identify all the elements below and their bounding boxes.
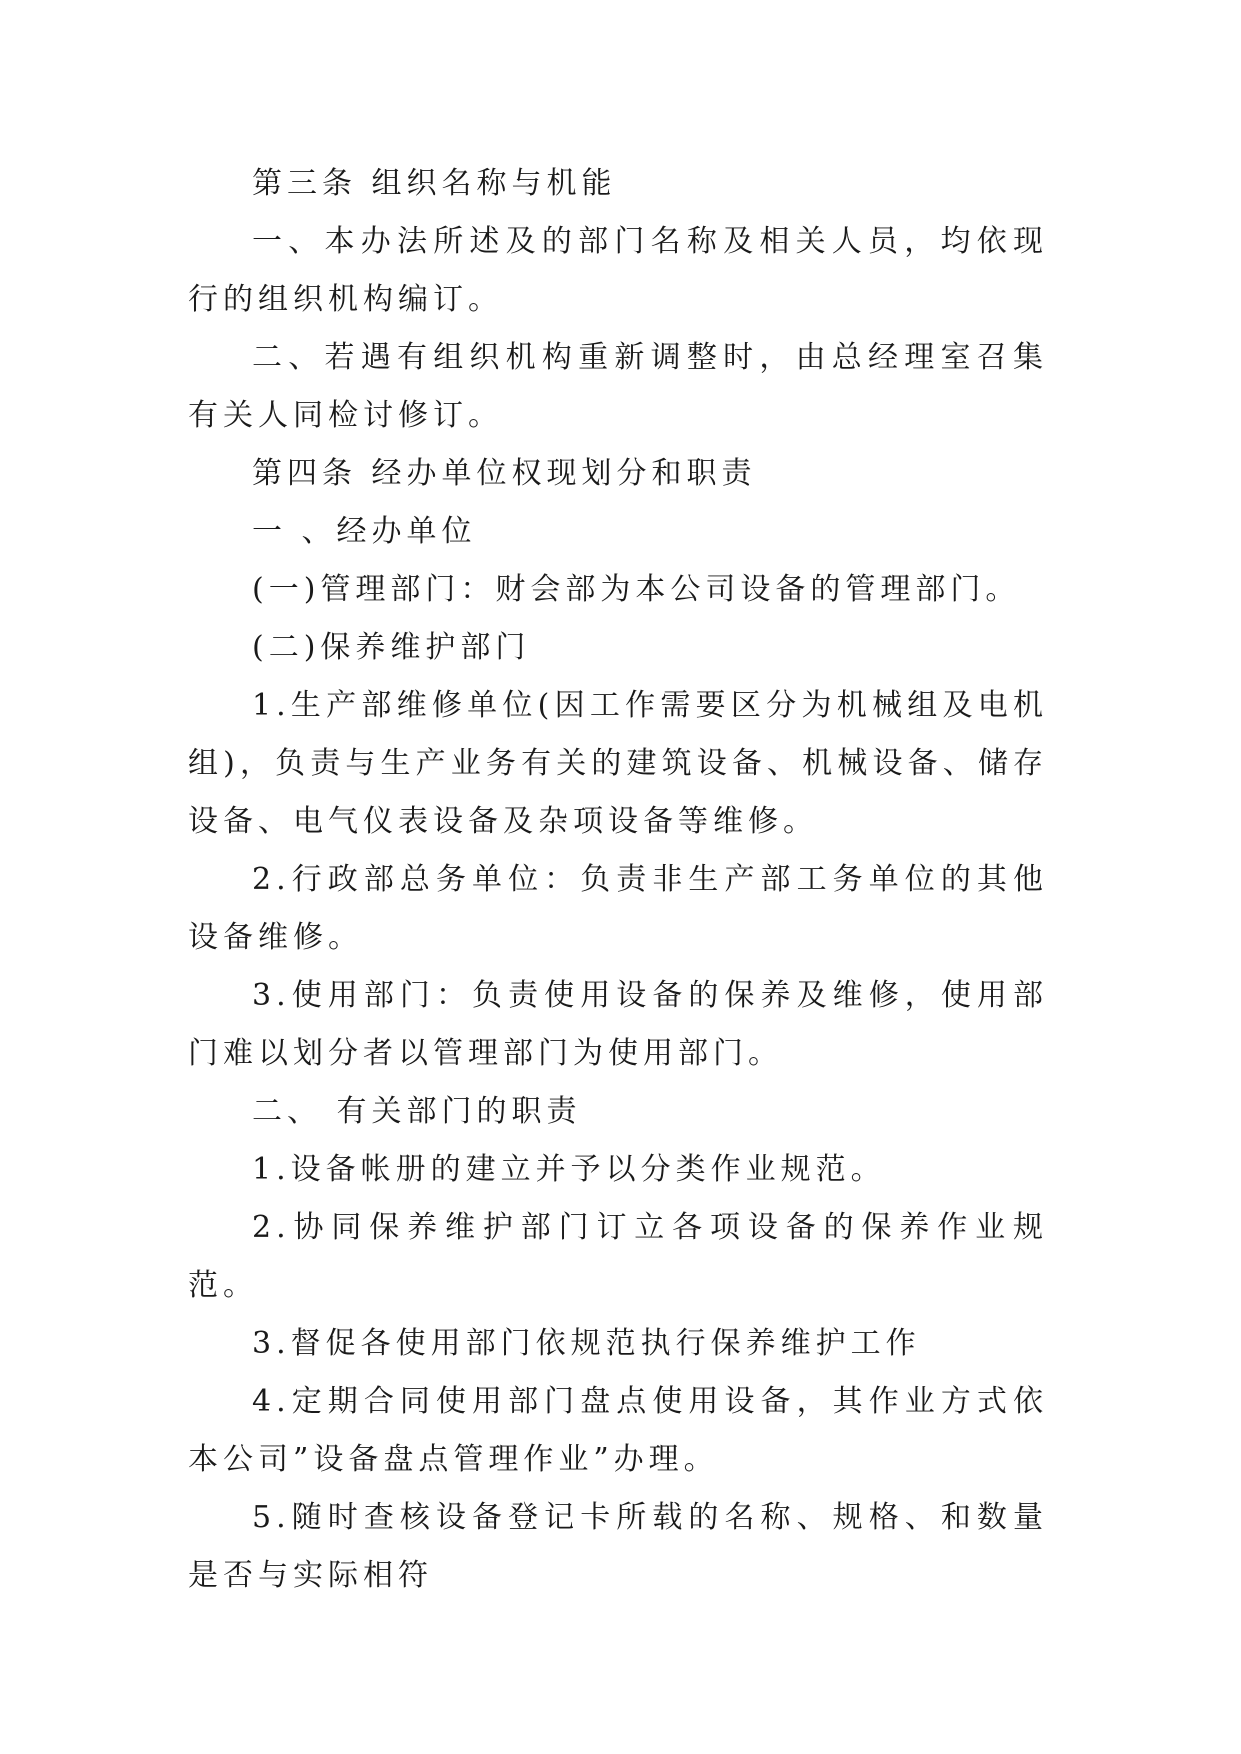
- list-item: 3.使用部门：负责使用设备的保养及维修，使用部门难以划分者以管理部门为使用部门。: [188, 978, 1048, 1071]
- list-item: 1.设备帐册的建立并予以分类作业规范。: [252, 1152, 886, 1187]
- section-heading: 一 、经办单位: [252, 514, 477, 549]
- subsection-heading: (二)保养维护部门: [252, 630, 531, 665]
- list-item: 1.生产部维修单位(因工作需要区分为机械组及电机组)，负责与生产业务有关的建筑设备、机械设备、储存设备、电气仪表设备及杂项设备等维修。: [188, 688, 1048, 839]
- paragraph: (一)管理部门：财会部为本公司设备的管理部门。: [252, 572, 1021, 607]
- list-item: 3.督促各使用部门依规范执行保养维护工作: [252, 1326, 921, 1361]
- paragraph: 一、本办法所述及的部门名称及相关人员，均依现行的组织机构编订。: [188, 224, 1048, 317]
- article-3-heading: 第三条 组织名称与机能: [252, 166, 617, 201]
- list-item: 2.行政部总务单位：负责非生产部工务单位的其他设备维修。: [188, 862, 1048, 955]
- list-item: 5.随时查核设备登记卡所载的名称、规格、和数量是否与实际相符: [188, 1500, 1048, 1593]
- article-4-heading: 第四条 经办单位权现划分和职责: [252, 456, 757, 491]
- paragraph: 二、若遇有组织机构重新调整时，由总经理室召集有关人同检讨修订。: [188, 340, 1048, 433]
- list-item: 2.协同保养维护部门订立各项设备的保养作业规范。: [188, 1210, 1048, 1303]
- section-heading: 二、 有关部门的职责: [252, 1094, 582, 1129]
- document-body: [188, 155, 1048, 1605]
- list-item: 4.定期合同使用部门盘点使用设备，其作业方式依本公司”设备盘点管理作业”办理。: [188, 1384, 1048, 1477]
